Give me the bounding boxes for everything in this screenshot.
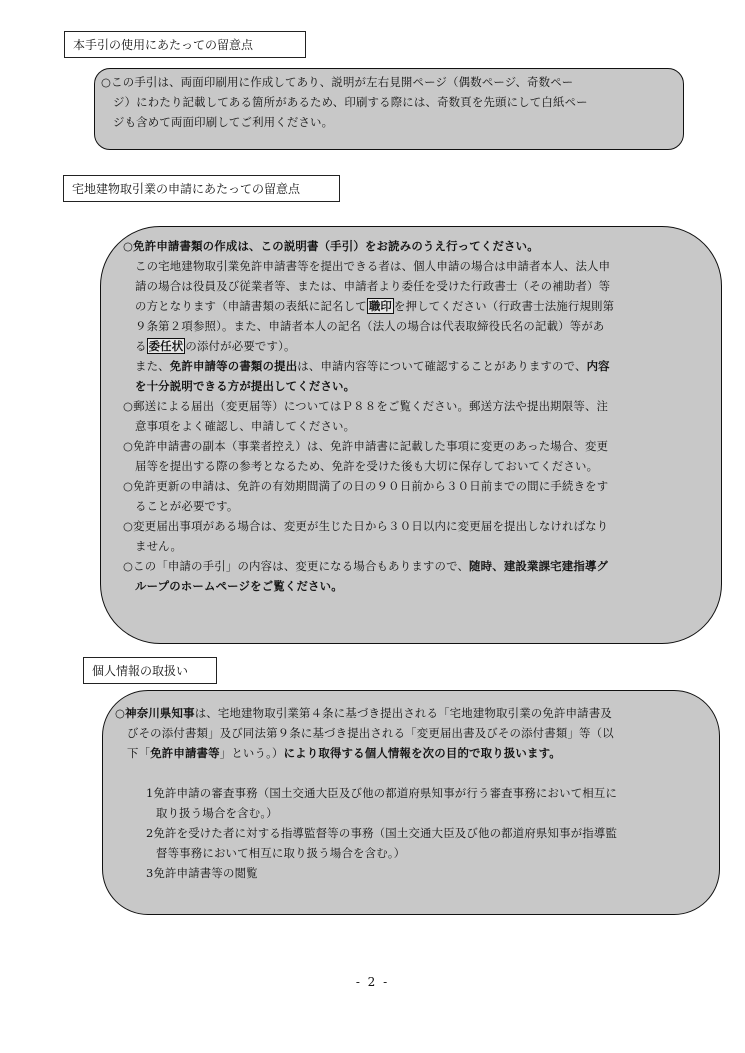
text-segment: は、申請内容等について確認することがありますので、 <box>297 359 587 373</box>
section-heading-application-notes: 宅地建物取引業の申請にあたっての留意点 <box>63 175 340 202</box>
text-line: ○郵送による届出（変更届等）についてはＰ８８をご覧ください。郵送方法や提出期限等、注 <box>123 399 609 413</box>
text-segment: る <box>135 339 147 353</box>
text-line: ○この手引は、両面印刷用に作成してあり、説明が左右見開ページ（偶数ページ、奇数ペー <box>101 75 574 89</box>
text-line <box>123 336 721 356</box>
text-line: この宅地建物取引業免許申請書等を提出できる者は、個人申請の場合は申請者本人、法人申 <box>135 259 611 273</box>
text-segment: また、 <box>135 359 170 373</box>
section-heading-personal-info: 個人情報の取扱い <box>83 657 217 684</box>
text-line <box>123 296 721 316</box>
text-line <box>123 356 721 376</box>
text-line: 届等を提出する際の参考となるため、免許を受けた後も大切に保存しておいてください。 <box>135 459 599 473</box>
text-line: ○免許申請書の副本（事業者控え）は、免許申請書に記載した事項に変更のあった場合、変更 <box>123 439 609 453</box>
text-line: 請の場合は役員及び従業者等、または、申請者より委任を受けた行政書士（その補助者）等 <box>135 279 611 293</box>
purpose-item-3: 3免許申請書等の閲覧 <box>146 866 258 880</box>
text-segment-bold: 神奈川県知事 <box>125 706 195 720</box>
text-segment: 」という。） <box>219 746 284 760</box>
text-segment-bold: 免許申請等の書類の提出 <box>169 359 298 373</box>
purpose-item-1-cont: 取り扱う場合を含む。） <box>156 806 278 820</box>
text-line: ○免許更新の申請は、免許の有効期間満了の日の９０日前から３０日前までの間に手続きをす <box>123 479 609 493</box>
text-segment: は、宅地建物取引業第４条に基づき提出される「宅地建物取引業の免許申請書及 <box>194 706 612 720</box>
text-line-bold: ○免許申請書類の作成は、この説明書（手引）をお読みのうえ行ってください。 <box>123 239 539 253</box>
application-notes-panel <box>100 226 722 644</box>
text-segment: 下「 <box>127 746 151 760</box>
official-seal-term: 職印 <box>368 299 393 313</box>
text-line: びその添付書類」及び同法第９条に基づき提出される「変更届出書及びその添付書類」等（以 <box>127 726 614 740</box>
text-line-bold: を十分説明できる方が提出してください。 <box>135 379 356 393</box>
text-line: ○変更届出事項がある場合は、変更が生じた日から３０日以内に変更届を提出しなければなり <box>123 519 609 533</box>
text-segment: ○ <box>115 706 126 720</box>
text-line-bold: ループのホームページをご覧ください。 <box>135 579 343 593</box>
text-segment: を押してください（行政書士法施行規則第 <box>394 299 615 313</box>
text-line: ません。 <box>135 539 183 553</box>
text-segment-bold: 内容 <box>586 359 610 373</box>
text-line <box>123 556 721 576</box>
text-line: ９条第２項参照）。また、申請者本人の記名（法人の場合は代表取締役氏名の記載）等があ <box>135 319 605 333</box>
text-segment-bold: により取得する個人情報を次の目的で取り扱います。 <box>283 746 561 760</box>
personal-info-panel <box>102 690 720 915</box>
text-segment: ○この「申請の手引」の内容は、変更になる場合もありますので、 <box>123 559 470 573</box>
text-line <box>115 703 719 723</box>
text-line: ジ）にわたり記載してある箇所があるため、印刷する際には、奇数頁を先頭にして白紙ペー <box>113 95 588 109</box>
purpose-item-1: 1免許申請の審査事務（国土交通大臣及び他の都道府県知事が行う審査事務において相互に <box>146 786 618 800</box>
text-line: ることが必要です。 <box>135 499 239 513</box>
section-heading-usage-notes: 本手引の使用にあたっての留意点 <box>64 31 306 58</box>
text-segment: の方となります（申請書類の表紙に記名して <box>135 299 367 313</box>
power-of-attorney-term: 委任状 <box>148 339 184 353</box>
text-segment: の添付が必要です）。 <box>185 339 296 353</box>
purpose-item-2-cont: 督等事務において相互に取り扱う場合を含む。） <box>156 846 406 860</box>
text-line: 意事項をよく確認し、申請してください。 <box>135 419 356 433</box>
page-number: - 2 - <box>355 975 390 989</box>
text-segment-bold: 随時、建設業課宅建指導グ <box>469 559 609 573</box>
purpose-item-2: 2免許を受けた者に対する指導監督等の事務（国土交通大臣及び他の都道府県知事が指導監 <box>146 826 618 840</box>
text-line <box>115 743 719 763</box>
text-line: ジも含めて両面印刷してご利用ください。 <box>113 115 334 129</box>
text-segment-bold: 免許申請書等 <box>150 746 220 760</box>
usage-notes-panel <box>94 68 684 150</box>
